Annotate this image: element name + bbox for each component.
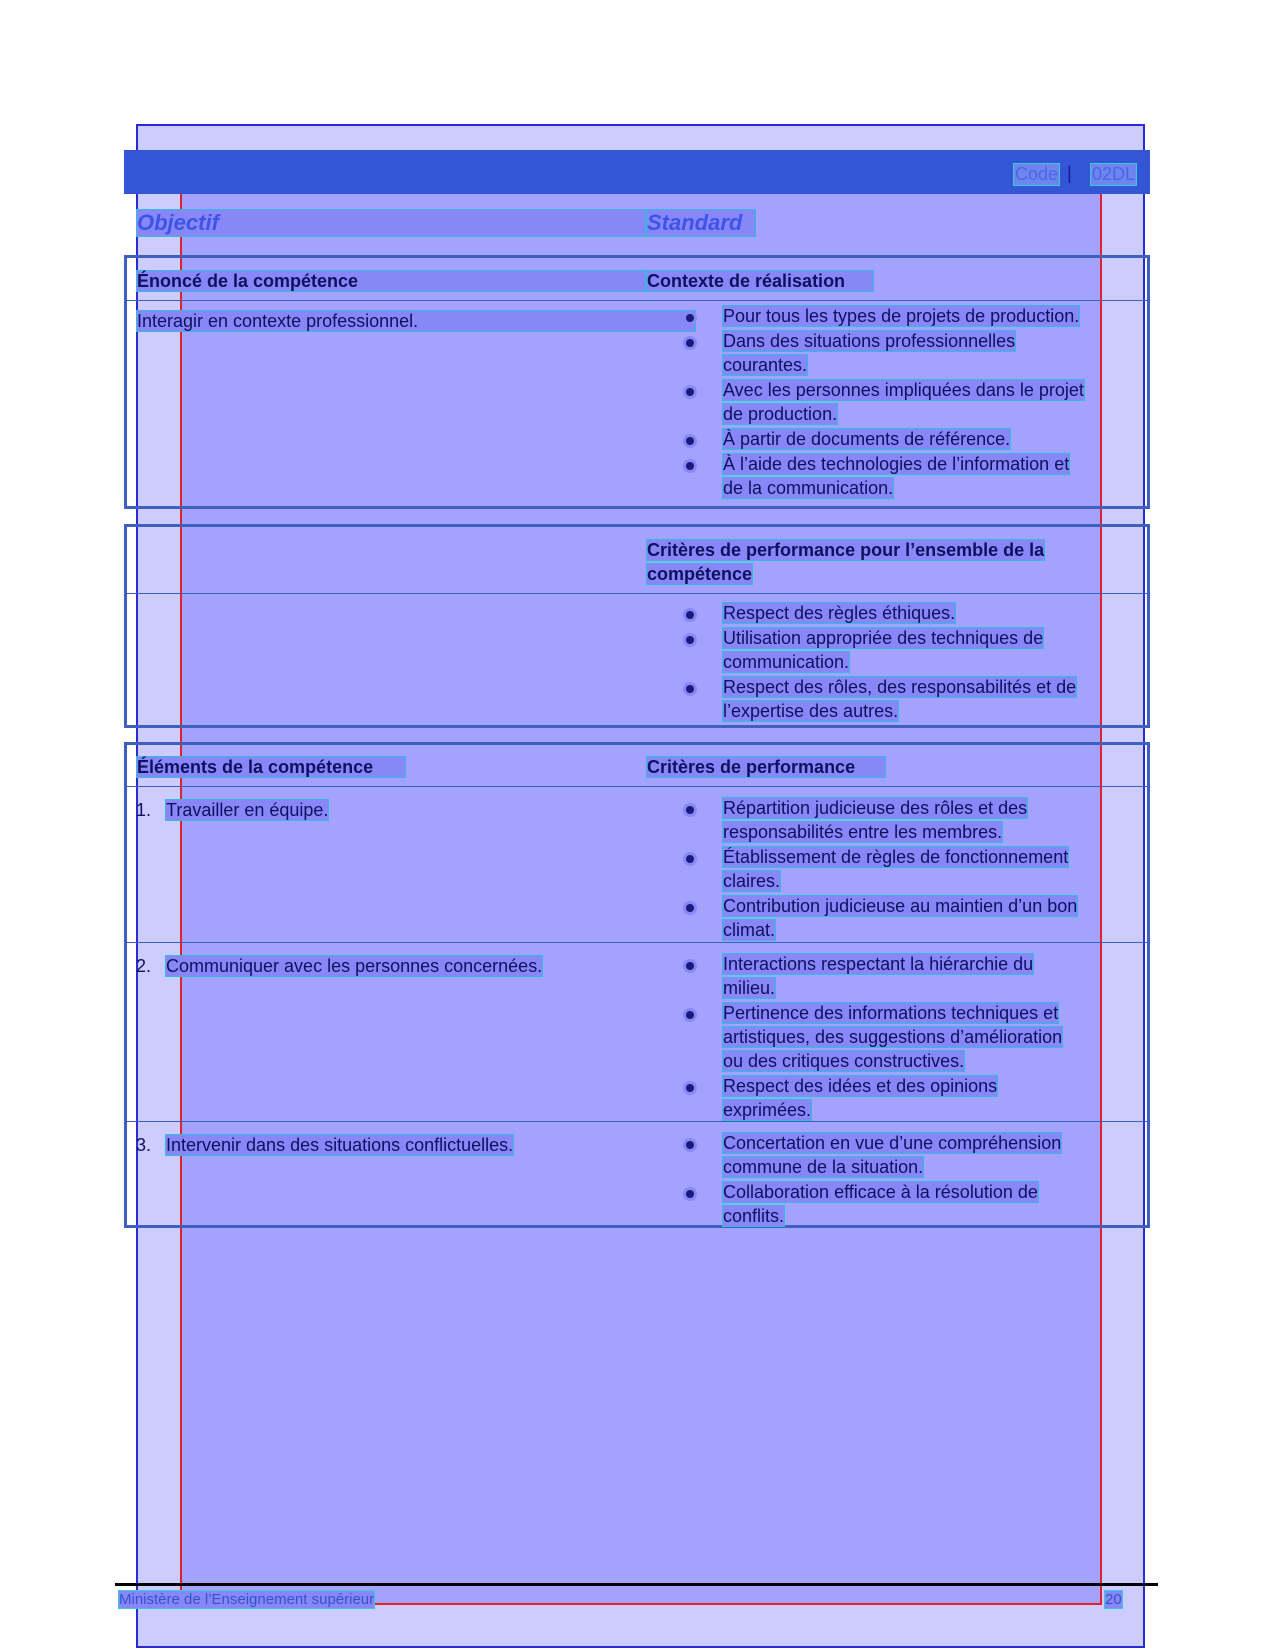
table-divider [126,786,1148,787]
bullet-item-text: Respect des règles éthiques. [723,603,956,623]
bullet-icon [686,685,694,693]
bullet-item-text: Établissement de règles de fonctionnement [723,847,1069,867]
bullet-icon [686,462,694,470]
bullet-icon [686,636,694,644]
bullet-item-text: Pour tous les types de projets de production. [723,306,1080,326]
bullet-item-line [722,1076,998,1097]
bullet-item-text: responsabilités entre les membres. [723,822,1003,842]
standard-heading: Standard [646,209,756,237]
bullet-item-line [722,871,781,892]
bullet-item-line [722,355,808,376]
bullet-item-text: courantes. [723,355,808,375]
bullet-item-text: Avec les personnes impliquées dans le projet [723,380,1084,400]
criteres-ensemble-header-line: Critères de performance pour l’ensemble de la [647,540,1045,560]
page-number: 20 [1105,1591,1122,1608]
bullet-icon [686,962,694,970]
bullet-icon [686,437,694,445]
bullet-icon [686,1084,694,1092]
bullet-icon [686,611,694,619]
bullet-item-text: Respect des idées et des opinions [723,1076,998,1096]
bullet-item-text: commune de la situation. [723,1157,924,1177]
element-label: Intervenir dans des situations conflictuelles. [166,1135,514,1155]
bullet-item-line [722,1182,1039,1203]
bullet-item-text: milieu. [723,978,776,998]
element-text [165,956,543,977]
bullet-item-line [722,380,1085,401]
bullet-item-line [722,306,1080,327]
bullet-item-line [722,920,776,941]
bullet-item-line [722,677,1077,698]
bullet-item-text: Utilisation appropriée des techniques de [723,628,1044,648]
bullet-item-line [722,628,1044,649]
bullet-item-line [722,978,776,999]
bullet-item-line [722,404,838,425]
code-value: 02DL [1092,164,1136,184]
bullet-item-text: de la communication. [723,478,894,498]
bullet-item-text: Contribution judicieuse au maintien d’un bon [723,896,1078,916]
bullet-item-line [722,701,899,722]
bullet-item-text: Interactions respectant la hiérarchie du [723,954,1034,974]
bullet-item-line [722,954,1034,975]
bullet-icon [686,1190,694,1198]
contexte-header: Contexte de réalisation [646,270,874,292]
criteres-ensemble-header [646,538,1045,586]
bullet-item-line [722,1157,924,1178]
bullet-icon [686,1011,694,1019]
bullet-item-text: l’expertise des autres. [723,701,899,721]
bullet-item-line [722,1100,812,1121]
bullet-item-text: de production. [723,404,838,424]
element-text [165,1135,514,1156]
element-text [165,800,329,821]
bullet-item-line [722,847,1069,868]
element-number: 3. [136,1135,152,1155]
bullet-item-text: ou des critiques constructives. [723,1051,965,1071]
bullet-item-text: À partir de documents de référence. [723,429,1011,449]
bullet-item-line [722,798,1028,819]
bullet-icon [686,314,694,322]
element-number: 1. [136,800,152,820]
bullet-item-line [722,896,1078,917]
bullet-item-text: climat. [723,920,776,940]
bullet-item-text: Répartition judicieuse des rôles et des [723,798,1028,818]
enonce-header: Énoncé de la compétence [136,270,646,292]
bullet-icon [686,1141,694,1149]
code-separator: | [1067,163,1072,183]
bullet-item-line [722,478,894,499]
bullet-item-line [722,1027,1063,1048]
criteres-ensemble-header-line: compétence [647,564,753,584]
header-band [124,150,1150,194]
bullet-item-text: Respect des rôles, des responsabilités et de [723,677,1077,697]
bullet-item-line [722,331,1016,352]
competence-statement: Interagir en contexte professionnel. [136,310,696,332]
bullet-icon [686,339,694,347]
footer-rule [115,1583,1158,1586]
elements-header: Éléments de la compétence [136,756,406,778]
bullet-item-line [722,454,1070,475]
bullet-item-text: Concertation en vue d’une compréhension [723,1133,1062,1153]
bullet-item-line [722,429,1011,450]
bullet-item-text: Dans des situations professionnelles [723,331,1016,351]
bullet-icon [686,904,694,912]
bullet-item-line [722,1206,785,1227]
bullet-item-line [722,822,1003,843]
footer-ministry: Ministère de l’Enseignement supérieur [119,1591,375,1608]
code-label: Code [1015,164,1059,184]
table-divider [126,593,1148,594]
bullet-item-text: Pertinence des informations techniques et [723,1003,1059,1023]
bullet-item-text: communication. [723,652,850,672]
bullet-icon [686,388,694,396]
table-divider [126,300,1148,301]
bullet-icon [686,806,694,814]
bullet-item-text: claires. [723,871,781,891]
bullet-item-text: conflits. [723,1206,785,1226]
bullet-icon [686,855,694,863]
bullet-item-line [722,1003,1059,1024]
table-divider [126,942,1148,943]
bullet-item-text: artistiques, des suggestions d’amélioration [723,1027,1063,1047]
element-label: Communiquer avec les personnes concernées. [166,956,543,976]
table-divider [126,1121,1148,1122]
bullet-item-text: Collaboration efficace à la résolution de [723,1182,1038,1202]
bullet-item-line [722,652,850,673]
bullet-item-line [722,1051,965,1072]
bullet-item-text: À l’aide des technologies de l’information et [723,454,1070,474]
objectif-heading: Objectif [136,209,646,237]
element-number: 2. [136,956,152,976]
bullet-item-text: exprimées. [723,1100,812,1120]
criteres-header: Critères de performance [646,756,886,778]
bullet-item-line [722,1133,1062,1154]
bullet-item-line [722,603,956,624]
element-label: Travailler en équipe. [166,800,329,820]
